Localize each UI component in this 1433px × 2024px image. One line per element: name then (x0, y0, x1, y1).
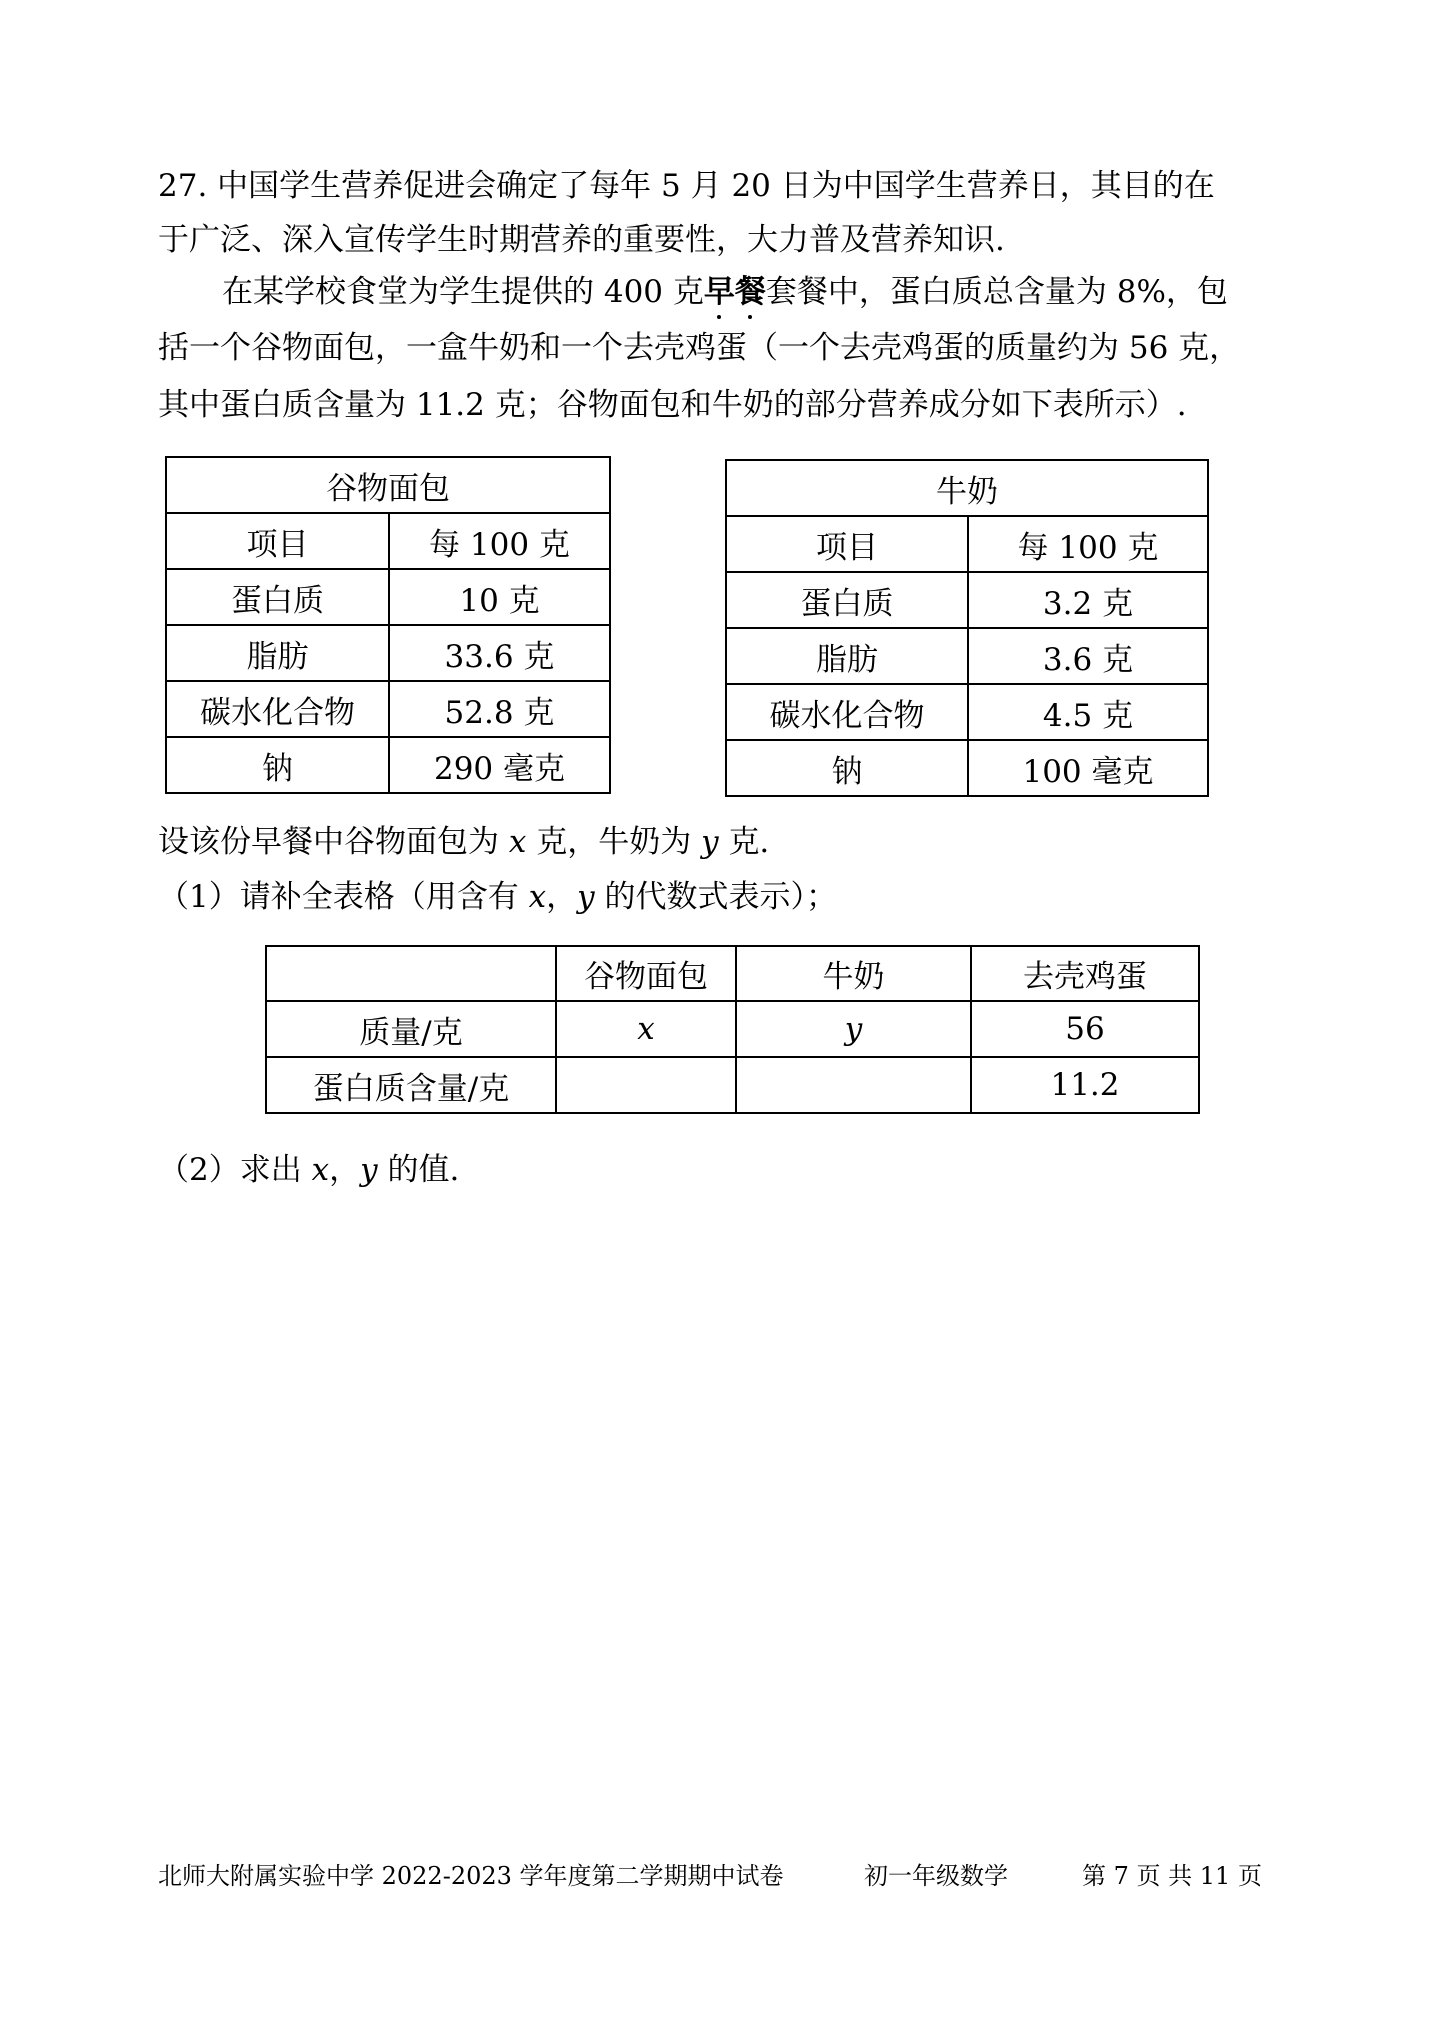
emphasis-char-1: 早 (703, 274, 735, 310)
milk-row-value: 3.6 克 (968, 628, 1208, 684)
footer-subject: 初一年级数学 (864, 1862, 1008, 1890)
answer-row-label: 蛋白质含量/克 (266, 1057, 556, 1113)
answer-header-milk: 牛奶 (736, 946, 971, 1001)
para2-text-3: 其中蛋白质含量为 11.2 克；谷物面包和牛奶的部分营养成分如下表所示）. (158, 387, 1187, 423)
para2-text-a: 在某学校食堂为学生提供的 400 克 (222, 274, 704, 310)
answer-header-egg: 去壳鸡蛋 (971, 946, 1199, 1001)
milk-row-value: 100 毫克 (968, 740, 1208, 796)
intro-text-2: 于广泛、深入宣传学生时期营养的重要性，大力普及营养知识. (158, 222, 1005, 258)
bread-row-value: 33.6 克 (389, 625, 610, 681)
q2-text-b: 的值. (387, 1152, 460, 1188)
answer-cell-bread-protein[interactable] (556, 1057, 736, 1113)
bread-row-label: 脂肪 (166, 625, 389, 681)
bread-row-label: 蛋白质 (166, 569, 389, 625)
bread-row-value: 52.8 克 (389, 681, 610, 737)
q2-separator: ， (329, 1152, 361, 1188)
milk-header-per100: 每 100 克 (968, 516, 1208, 572)
answer-table (265, 945, 1200, 1114)
bread-header-item: 项目 (166, 513, 389, 569)
setup-text-c: 克. (728, 824, 770, 860)
var-y: y (701, 824, 719, 860)
footer-page: 第 7 页 共 11 页 (1082, 1862, 1262, 1890)
bread-nutrition-table (165, 456, 611, 794)
milk-row-value: 4.5 克 (968, 684, 1208, 740)
answer-header-bread: 谷物面包 (556, 946, 736, 1001)
var-y: y (360, 1152, 378, 1188)
answer-cell-milk-protein[interactable] (736, 1057, 971, 1113)
milk-row-label: 钠 (726, 740, 968, 796)
answer-cell-egg-protein: 11.2 (971, 1057, 1199, 1113)
milk-row-label: 碳水化合物 (726, 684, 968, 740)
bread-table-title: 谷物面包 (166, 457, 610, 513)
milk-row-label: 脂肪 (726, 628, 968, 684)
answer-cell-bread-mass: x (556, 1001, 736, 1057)
problem-intro-line-1 (158, 166, 1215, 206)
answer-row-label: 质量/克 (266, 1001, 556, 1057)
bread-row-label: 钠 (166, 737, 389, 793)
milk-row-value: 3.2 克 (968, 572, 1208, 628)
problem-intro-line-2 (158, 220, 1005, 260)
setup-text-a: 设该份早餐中谷物面包为 (158, 824, 499, 860)
bread-row-value: 10 克 (389, 569, 610, 625)
bread-header-per100: 每 100 克 (389, 513, 610, 569)
para2-text-2: 括一个谷物面包，一盒牛奶和一个去壳鸡蛋（一个去壳鸡蛋的质量约为 56 克， (158, 330, 1241, 366)
intro-text-1: 中国学生营养促进会确定了每年 5 月 20 日为中国学生营养日，其目的在 (217, 168, 1215, 204)
para2-text-b: 套餐中，蛋白质总含量为 8%，包 (765, 274, 1228, 310)
question-1 (158, 877, 837, 917)
q1-text-a: （1）请补全表格（用含有 (158, 879, 519, 915)
problem-para2-line-1 (222, 272, 1228, 312)
answer-cell-milk-mass: y (736, 1001, 971, 1057)
bread-row-value: 290 毫克 (389, 737, 610, 793)
emphasis-char-2: 餐 (734, 274, 766, 310)
answer-header-blank (266, 946, 556, 1001)
var-x: x (311, 1152, 330, 1188)
problem-para2-line-3 (158, 385, 1187, 425)
footer-school: 北师大附属实验中学 2022-2023 学年度第二学期期中试卷 (158, 1862, 784, 1890)
problem-number: 27. (158, 168, 208, 204)
bread-row-label: 碳水化合物 (166, 681, 389, 737)
setup-sentence (158, 822, 769, 862)
milk-nutrition-table (725, 459, 1209, 797)
answer-cell-egg-mass: 56 (971, 1001, 1199, 1057)
q2-text-a: （2）求出 (158, 1152, 302, 1188)
milk-header-item: 项目 (726, 516, 968, 572)
problem-para2-line-2 (158, 328, 1240, 368)
question-2 (158, 1150, 459, 1190)
setup-text-b: 克，牛奶为 (536, 824, 692, 860)
var-y: y (577, 879, 595, 915)
q1-text-b: 的代数式表示）； (604, 879, 837, 915)
var-x: x (528, 879, 547, 915)
q1-separator: ， (546, 879, 578, 915)
milk-table-title: 牛奶 (726, 460, 1208, 516)
var-x: x (508, 824, 527, 860)
milk-row-label: 蛋白质 (726, 572, 968, 628)
